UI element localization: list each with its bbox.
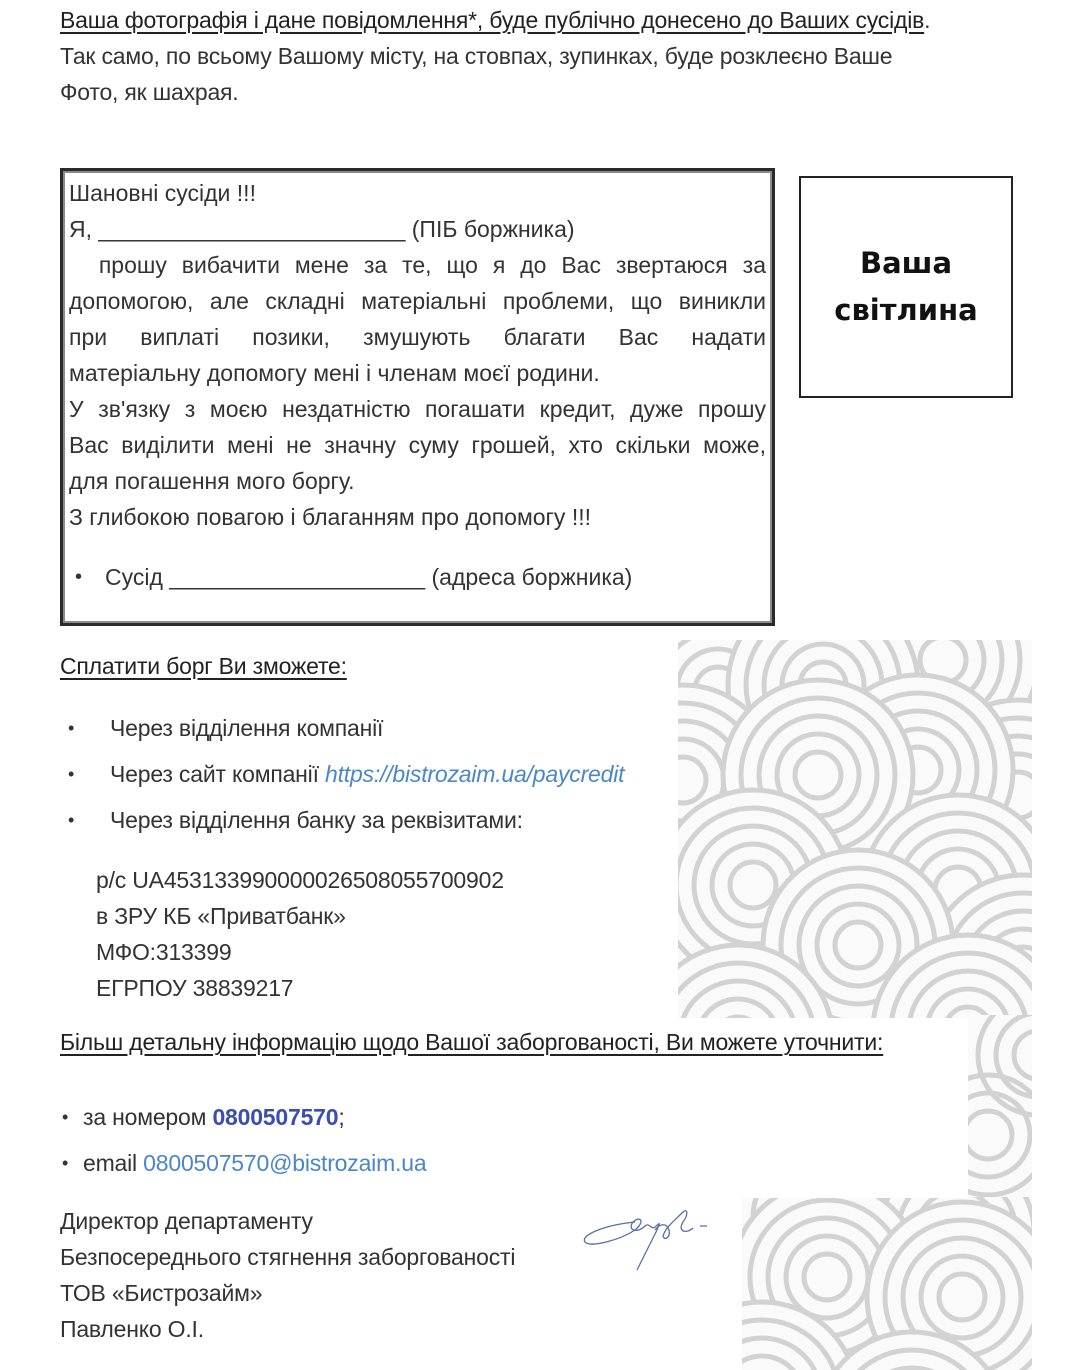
signature-block bbox=[60, 1203, 515, 1347]
bullet-icon: • bbox=[62, 1153, 69, 1173]
bullet-icon: • bbox=[62, 1107, 69, 1127]
letter-neighbor-line: • Сусід ____________________ (адреса боржника) bbox=[69, 559, 766, 595]
bank-mfo: МФО:313399 bbox=[96, 939, 232, 965]
letter-greeting: Шановні сусіди !!! bbox=[69, 180, 256, 206]
letter-closing: З глибокою повагою і благанням про допомогу !!! bbox=[69, 504, 591, 530]
letter-name-line: Я, ________________________ (ПІБ боржника) bbox=[69, 216, 575, 242]
signer-department: Безпосереднього стягнення заборгованості bbox=[60, 1244, 516, 1270]
decorative-circle-pattern bbox=[678, 640, 1032, 1020]
phone-link[interactable]: 0800507570 bbox=[212, 1104, 339, 1130]
email-link[interactable]: 0800507570@bistrozaim.ua bbox=[143, 1150, 427, 1176]
payment-methods-list bbox=[60, 705, 624, 843]
signer-title: Директор департаменту bbox=[60, 1208, 313, 1234]
payment-title: Сплатити борг Ви зможете: bbox=[60, 653, 347, 679]
intro-text: Ваша фотографія і дане повідомлення*, буде публічно донесено до Ваших сусідів. Так само, по всьому Вашому місту, на стовпах, зупинках, буде розклеєно Ваше Фото, як шахрая. bbox=[60, 2, 1020, 110]
intro-line-3: Фото, як шахрая. bbox=[60, 79, 239, 105]
list-item: • Через сайт компанії https://bistrozaim.ua/paycredit bbox=[60, 751, 624, 797]
paycredit-link[interactable]: https://bistrozaim.ua/paycredit bbox=[324, 761, 625, 787]
intro-headline: Ваша фотографія і дане повідомлення*, буде публічно донесено до Ваших сусідів bbox=[60, 7, 925, 33]
bank-account: р/с UA453133990000026508055700902 bbox=[96, 867, 504, 893]
list-item-phone: • за номером 0800507570 ; bbox=[60, 1094, 426, 1140]
bullet-icon: • bbox=[68, 718, 75, 738]
bank-details bbox=[96, 862, 504, 1006]
bank-name: в ЗРУ КБ «Приватбанк» bbox=[96, 903, 346, 929]
list-item: • Через відділення банку за реквізитами: bbox=[60, 797, 624, 843]
list-item-email: • email 0800507570@bistrozaim.ua bbox=[60, 1140, 426, 1186]
info-title: Більш детальну інформацію щодо Вашої заборгованості, Ви можете уточнити: bbox=[60, 1029, 884, 1055]
signer-company: ТОВ «Бистрозайм» bbox=[60, 1280, 263, 1306]
bullet-icon: • bbox=[68, 810, 75, 830]
list-item: • Через відділення компанії bbox=[60, 705, 624, 751]
bullet-icon: • bbox=[68, 764, 75, 784]
decorative-circle-pattern-bottom bbox=[742, 1197, 1032, 1370]
signer-name: Павленко О.І. bbox=[60, 1316, 204, 1342]
intro-line-2: Так само, по всьому Вашому місту, на стовпах, зупинках, буде розклеєно Ваше bbox=[60, 43, 893, 69]
photo-placeholder: Ваша світлина bbox=[799, 176, 1013, 398]
decorative-circle-pattern-side bbox=[968, 1015, 1032, 1200]
bullet-icon: • bbox=[75, 566, 83, 588]
neighbor-letter-box: Шановні сусіди !!! Я, ________________________ (ПІБ боржника) прошу вибачити мене за те, що я до Вас звертаюся за допомогою, але складні матеріальні проблеми, що виникли при виплаті позики, змушують благати Вас надати матеріальну допомогу мені і членам моєї родини. У зв'язку з моєю нездатністю погашати кредит, дуже прошу Вас виділити мені не значну суму грошей, хто скільки може, для погашення мого боргу. З глибокою повагою і благанням про допомогу !!! • Сусід ____________________ (адреса боржника) bbox=[60, 168, 775, 626]
bank-edrpou: ЕГРПОУ 38839217 bbox=[96, 975, 294, 1001]
contact-list bbox=[60, 1094, 426, 1186]
handwritten-signature-icon bbox=[575, 1200, 735, 1275]
